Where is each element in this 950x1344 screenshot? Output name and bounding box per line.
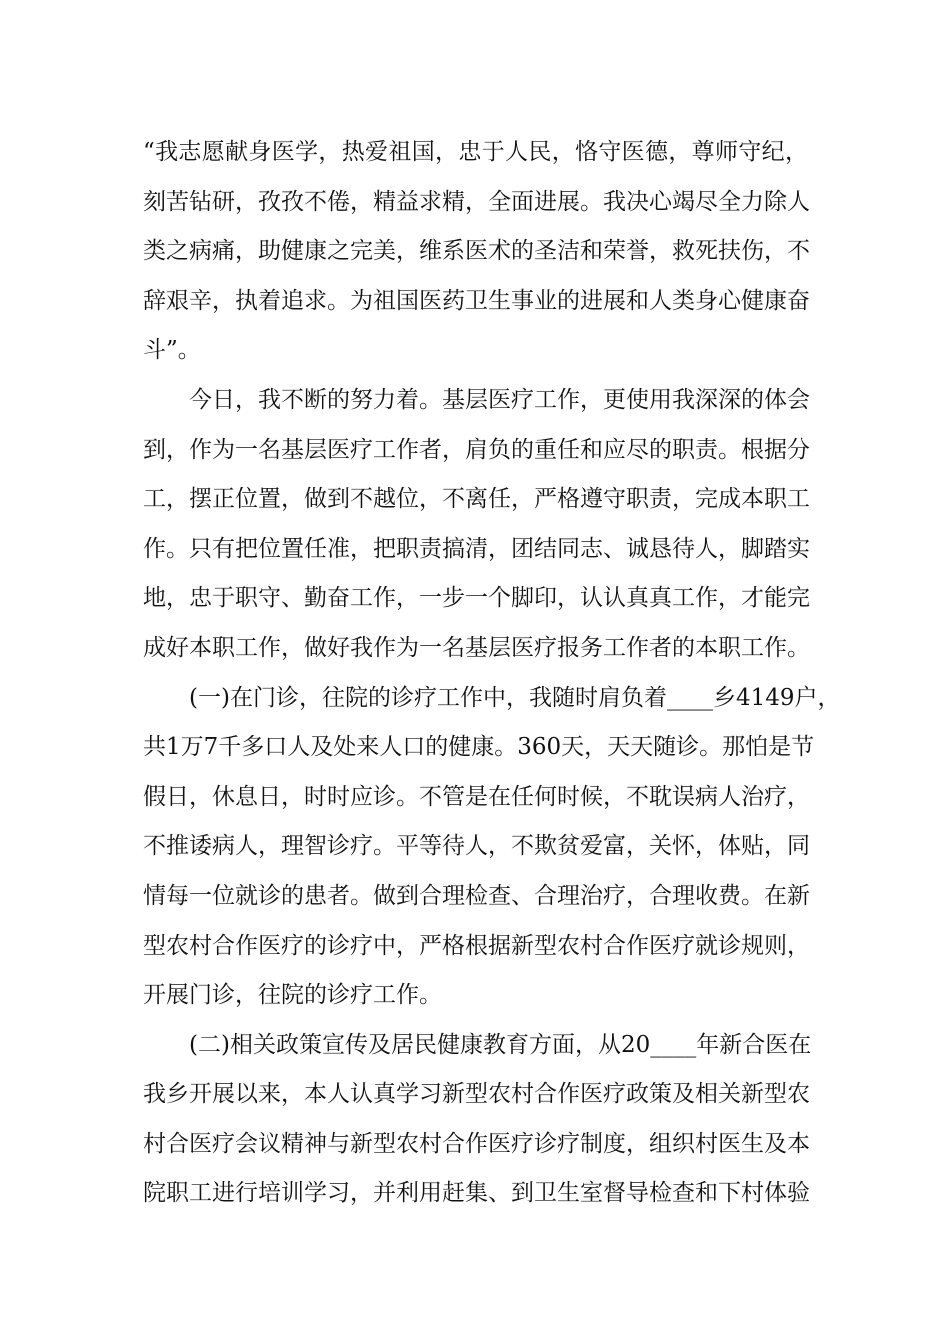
paragraph-line: “我志愿献身医学，热爱祖国，忠于人民，恪守医德，尊师守纪， xyxy=(143,139,808,165)
paragraph-line: 刻苦钻研，孜孜不倦，精益求精，全面进展。我决心竭尽全力除人 xyxy=(143,188,810,215)
clinic-paragraph xyxy=(143,674,841,1021)
paragraph-line: 共1万7千多口人及处来人口的健康。360天，天天随诊。那怕是节 xyxy=(143,734,815,761)
paragraph-line: (一)在门诊，往院的诊疗工作中，我随时肩负着____乡4149户， xyxy=(189,684,841,711)
paragraph-line: 型农村合作医疗的诊疗中，严格根据新型农村合作医疗就诊规则， xyxy=(143,932,810,959)
today-paragraph xyxy=(143,376,808,674)
paragraph-line: 工，摆正位置，做到不越位，不离任，严格遵守职责，完成本职工 xyxy=(143,486,810,513)
paragraph-line: 斗”。 xyxy=(143,337,201,364)
paragraph-line: 院职工进行培训学习，并利用赶集、到卫生室督导检查和下村体验 xyxy=(143,1180,810,1207)
oath-paragraph xyxy=(143,128,808,376)
paragraph-line: 村合医疗会议精神与新型农村合作医疗诊疗制度，组织村医生及本 xyxy=(143,1130,810,1157)
body-text xyxy=(143,128,841,1219)
policy-paragraph xyxy=(143,1021,812,1219)
paragraph-line: 到，作为一名基层医疗工作者，肩负的重任和应尽的职责。根据分 xyxy=(143,436,810,463)
paragraph-line: 假日，休息日，时时应诊。不管是在任何时候，不耽误病人治疗， xyxy=(143,783,810,810)
paragraph-line: 今日，我不断的努力着。基层医疗工作，更使用我深深的体会 xyxy=(189,386,810,413)
paragraph-line: 不推诿病人，理智诊疗。平等待人，不欺贫爱富，关怀，体贴，同 xyxy=(143,833,810,860)
paragraph-line: 类之病痛，助健康之完美，维系医术的圣洁和荣誉，救死扶伤，不 xyxy=(143,238,810,265)
paragraph-line: (二)相关政策宣传及居民健康教育方面，从20____年新合医在 xyxy=(189,1031,812,1058)
paragraph-line: 开展门诊，往院的诊疗工作。 xyxy=(143,982,442,1009)
paragraph-line: 我乡开展以来，本人认真学习新型农村合作医疗政策及相关新型农 xyxy=(143,1081,810,1108)
paragraph-line: 情每一位就诊的患者。做到合理检查、合理治疗，合理收费。在新 xyxy=(143,882,810,909)
paragraph-line: 成好本职工作，做好我作为一名基层医疗报务工作者的本职工作。 xyxy=(143,634,810,661)
paragraph-line: 作。只有把位置任准，把职责搞清，团结同志、诚恳待人，脚踏实 xyxy=(143,535,810,562)
paragraph-line: 地，忠于职守、勤奋工作，一步一个脚印，认认真真工作，才能完 xyxy=(143,585,810,612)
paragraph-line: 辞艰辛，执着追求。为祖国医药卫生事业的进展和人类身心健康奋 xyxy=(143,287,810,314)
